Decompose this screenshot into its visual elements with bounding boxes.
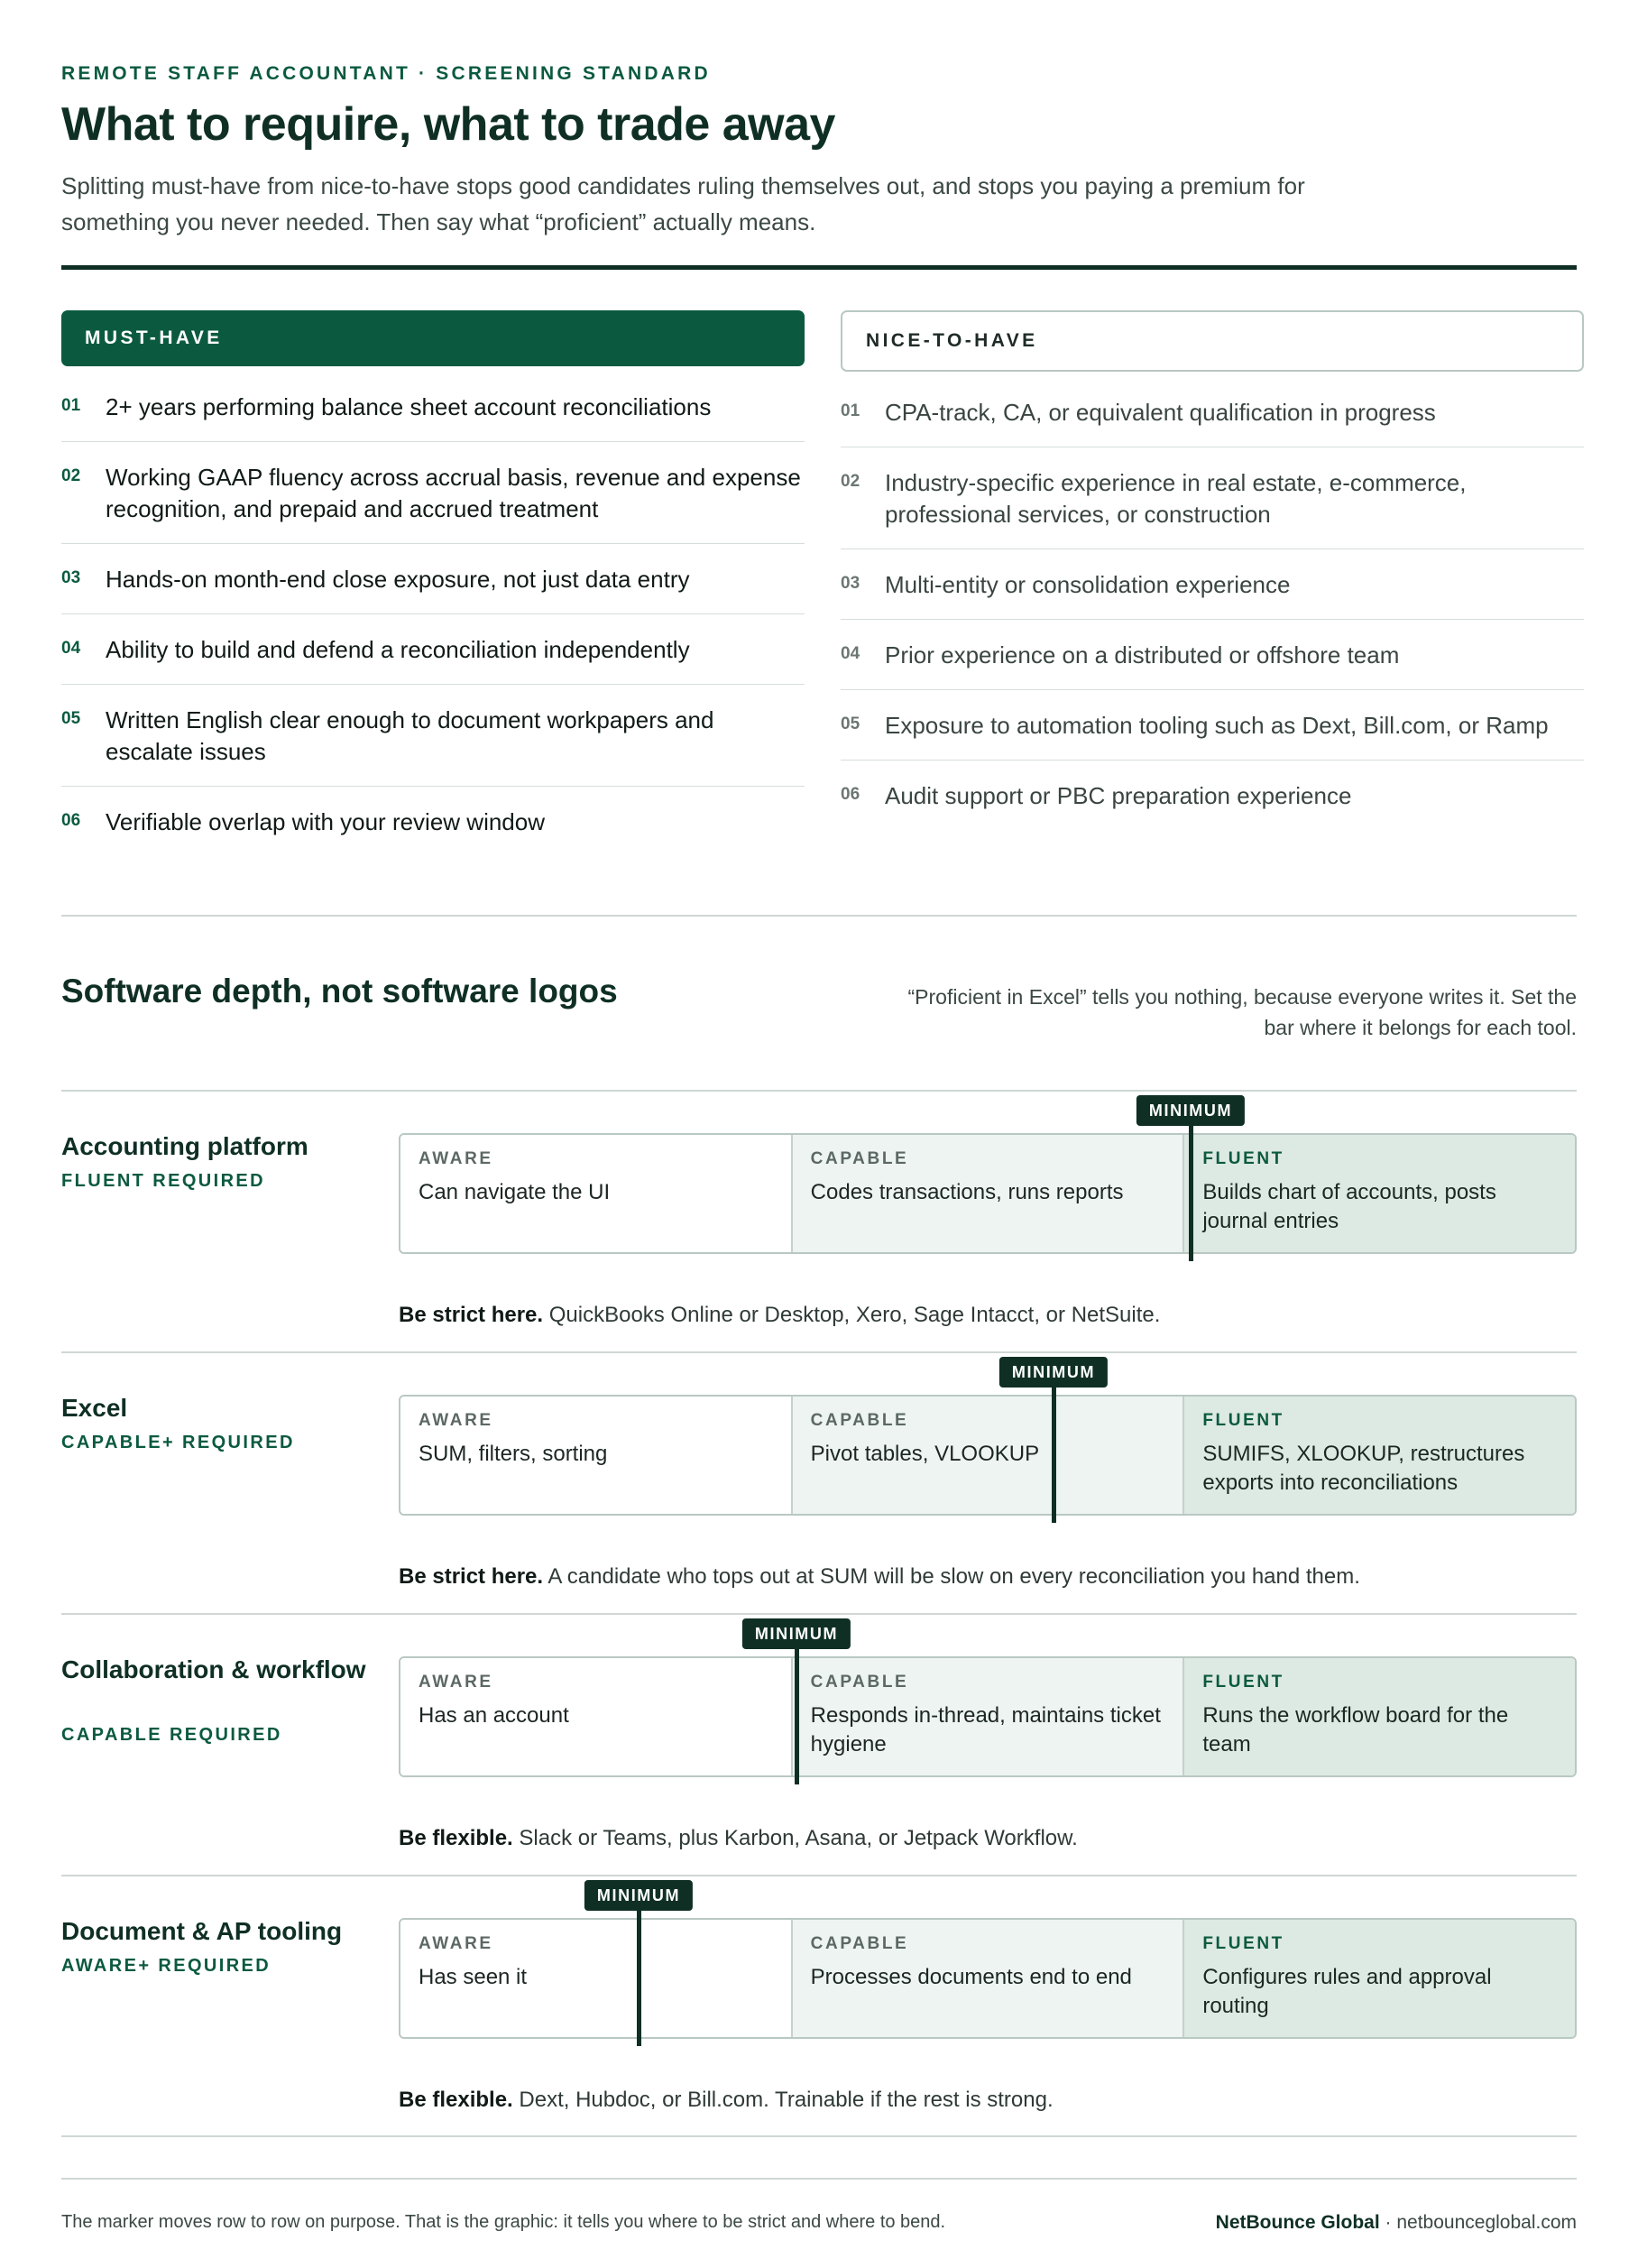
page-title: What to require, what to trade away [61, 98, 835, 151]
list-item [61, 685, 805, 787]
item-text: CPA-track, CA, or equivalent qualification in progress [885, 399, 1436, 426]
item-text: Hands-on month-end close exposure, not just data entry [106, 566, 690, 593]
list-item [61, 787, 805, 856]
row-requirement: CAPABLE REQUIRED [61, 1725, 282, 1745]
level-fluent [1182, 1920, 1575, 2037]
eyebrow: REMOTE STAFF ACCOUNTANT · SCREENING STANDARD [61, 63, 711, 84]
proficiency-scale [399, 1656, 1577, 1777]
item-number: 03 [841, 574, 860, 593]
row-note [399, 1826, 1078, 1851]
proficiency-scale [399, 1918, 1577, 2039]
row-name: Collaboration & workflow [61, 1655, 366, 1683]
row-requirement: FLUENT REQUIRED [61, 1171, 265, 1191]
minimum-badge: MINIMUM [584, 1880, 693, 1911]
nice-to-have-heading: NICE-TO-HAVE [841, 310, 1584, 372]
software-row-excel [61, 1351, 1577, 1613]
proficiency-scale [399, 1395, 1577, 1516]
footer-caption: The marker moves row to row on purpose. That is the graphic: it tells you where to be strict and where to bend. [61, 2212, 946, 2232]
minimum-marker [795, 1649, 799, 1784]
list-item [61, 442, 805, 544]
item-number: 05 [841, 715, 860, 733]
note-lead: Be flexible. [399, 1826, 513, 1850]
level-label: CAPABLE [810, 1673, 909, 1692]
level-description: Can navigate the UI [419, 1180, 611, 1204]
level-label: AWARE [419, 1149, 493, 1168]
level-label: FLUENT [1202, 1411, 1284, 1430]
section-divider [61, 2135, 1577, 2137]
list-item [61, 614, 805, 685]
list-item [841, 377, 1584, 447]
item-number: 02 [841, 472, 860, 491]
level-label: CAPABLE [810, 1934, 909, 1953]
list-item [61, 372, 805, 442]
list-item [841, 761, 1584, 830]
minimum-marker [637, 1911, 641, 2046]
level-capable [791, 1658, 1183, 1775]
level-fluent [1182, 1135, 1575, 1252]
item-text: Audit support or PBC preparation experience [885, 782, 1352, 809]
level-aware [400, 1135, 791, 1252]
software-row-collaboration-workflow [61, 1613, 1577, 1875]
brand-site: · netbounceglobal.com [1379, 2212, 1577, 2233]
level-capable [791, 1135, 1183, 1252]
level-description: SUM, filters, sorting [419, 1442, 608, 1466]
note-lead: Be strict here. [399, 1564, 544, 1589]
software-row-document-ap-tooling [61, 1875, 1577, 2136]
minimum-marker [1189, 1126, 1193, 1261]
note-text: A candidate who tops out at SUM will be slow on every reconciliation you hand them. [543, 1564, 1360, 1589]
item-number: 05 [61, 709, 81, 728]
level-capable [791, 1397, 1183, 1514]
proficiency-scale [399, 1133, 1577, 1254]
item-text: Multi-entity or consolidation experience [885, 571, 1291, 598]
item-text: Prior experience on a distributed or offshore team [885, 641, 1400, 668]
item-number: 01 [841, 401, 860, 420]
level-capable [791, 1920, 1183, 2037]
heavy-divider [61, 265, 1577, 270]
level-label: AWARE [419, 1673, 493, 1692]
level-description: Codes transactions, runs reports [810, 1180, 1124, 1204]
note-lead: Be strict here. [399, 1303, 544, 1327]
row-requirement: AWARE+ REQUIRED [61, 1956, 271, 1976]
level-label: CAPABLE [810, 1411, 909, 1430]
level-fluent [1182, 1658, 1575, 1775]
level-aware [400, 1658, 791, 1775]
row-name: Excel [61, 1394, 128, 1422]
level-description: Pivot tables, VLOOKUP [810, 1442, 1040, 1466]
software-section-title: Software depth, not software logos [61, 973, 618, 1010]
level-description: Responds in-thread, maintains ticket hygiene [810, 1703, 1161, 1756]
brand-name: NetBounce Global [1215, 2212, 1380, 2233]
item-number: 01 [61, 396, 81, 415]
level-description: Has seen it [419, 1965, 528, 1989]
item-number: 03 [61, 568, 81, 587]
level-label: AWARE [419, 1934, 493, 1953]
level-label: FLUENT [1202, 1149, 1284, 1168]
row-name: Accounting platform [61, 1132, 308, 1160]
footer [61, 2178, 1577, 2268]
row-note [399, 1564, 1360, 1590]
software-section-quote: “Proficient in Excel” tells you nothing, because everyone writes it. Set the bar where it belongs for each tool. [907, 985, 1577, 1039]
note-text: Dext, Hubdoc, or Bill.com. Trainable if the rest is strong. [512, 2088, 1054, 2112]
item-text: Industry-specific experience in real estate, e-commerce, professional services, or construction [885, 469, 1467, 528]
note-text: QuickBooks Online or Desktop, Xero, Sage Intacct, or NetSuite. [543, 1303, 1161, 1327]
item-number: 04 [61, 639, 81, 658]
item-text: Working GAAP fluency across accrual basis, revenue and expense recognition, and prepaid and accrued treatment [106, 464, 801, 522]
row-name: Document & AP tooling [61, 1917, 343, 1945]
nice-to-have-column [841, 310, 1584, 830]
level-aware [400, 1920, 791, 2037]
page-lede: Splitting must-have from nice-to-have stops good candidates ruling themselves out, and stops you paying a premium for something you never needed. Then say what “proficient” actually means. [61, 172, 1305, 235]
item-text: Exposure to automation tooling such as Dext, Bill.com, or Ramp [885, 712, 1549, 739]
row-note [399, 2088, 1054, 2113]
list-item [841, 549, 1584, 620]
nice-to-have-list [841, 377, 1584, 830]
level-fluent [1182, 1397, 1575, 1514]
minimum-marker [1052, 1388, 1056, 1523]
list-item [841, 620, 1584, 690]
level-description: Builds chart of accounts, posts journal entries [1202, 1180, 1496, 1233]
level-label: AWARE [419, 1411, 493, 1430]
software-row-accounting-platform [61, 1090, 1577, 1351]
row-note [399, 1303, 1160, 1328]
item-text: Ability to build and defend a reconciliation independently [106, 636, 690, 663]
level-description: Processes documents end to end [810, 1965, 1132, 1989]
section-divider [61, 915, 1577, 917]
list-item [61, 544, 805, 614]
level-description: SUMIFS, XLOOKUP, restructures exports into reconciliations [1202, 1442, 1525, 1495]
level-aware [400, 1397, 791, 1514]
minimum-badge: MINIMUM [1136, 1095, 1245, 1126]
level-description: Has an account [419, 1703, 569, 1728]
must-have-heading: MUST-HAVE [61, 310, 805, 366]
item-number: 06 [841, 785, 860, 804]
must-have-list [61, 372, 805, 856]
item-number: 06 [61, 811, 81, 830]
list-item [841, 447, 1584, 549]
item-number: 04 [841, 644, 860, 663]
note-text: Slack or Teams, plus Karbon, Asana, or Jetpack Workflow. [512, 1826, 1078, 1850]
list-item [841, 690, 1584, 761]
level-description: Runs the workflow board for the team [1202, 1703, 1509, 1756]
note-lead: Be flexible. [399, 2088, 513, 2112]
footer-brand [1216, 2212, 1577, 2234]
level-label: FLUENT [1202, 1934, 1284, 1953]
level-description: Configures rules and approval routing [1202, 1965, 1492, 2018]
item-number: 02 [61, 466, 81, 485]
level-label: FLUENT [1202, 1673, 1284, 1692]
minimum-badge: MINIMUM [999, 1357, 1108, 1388]
must-have-column [61, 310, 805, 856]
item-text: Verifiable overlap with your review window [106, 808, 546, 835]
row-requirement: CAPABLE+ REQUIRED [61, 1433, 295, 1452]
item-text: 2+ years performing balance sheet account reconciliations [106, 393, 712, 420]
level-label: CAPABLE [810, 1149, 909, 1168]
item-text: Written English clear enough to document workpapers and escalate issues [106, 706, 714, 765]
minimum-badge: MINIMUM [742, 1618, 851, 1649]
